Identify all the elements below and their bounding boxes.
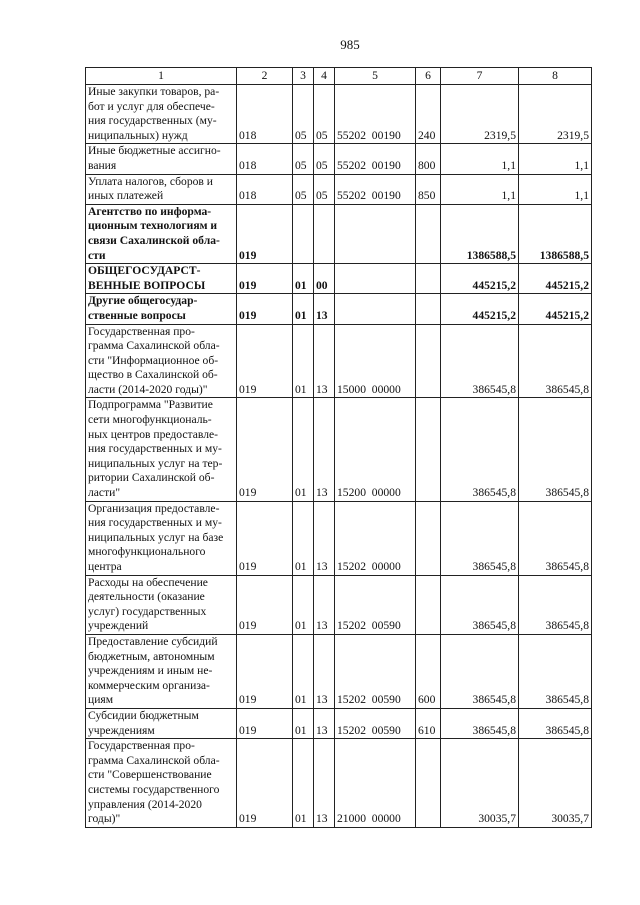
- row-target-article: 15202 00000: [335, 501, 416, 575]
- table-row: [86, 501, 592, 575]
- row-amount-2: 386545,8: [519, 634, 592, 708]
- table-row: [86, 144, 592, 174]
- row-amount-1: 2319,5: [441, 85, 519, 144]
- row-name-line: Субсидии бюджетным: [88, 708, 199, 722]
- row-name-line: Государственная про-: [88, 324, 195, 338]
- table-row: [86, 324, 592, 398]
- row-target-article: 15202 00590: [335, 575, 416, 634]
- table-row: [86, 739, 592, 828]
- table-row: [86, 264, 592, 294]
- row-section: 01: [293, 575, 314, 634]
- row-name-line: Подпрограмма "Развитие: [88, 398, 213, 412]
- row-name-line: системы государственного: [88, 782, 220, 796]
- row-subsection: 13: [314, 634, 335, 708]
- row-amount-2: 1,1: [519, 144, 592, 174]
- column-header: 4: [314, 68, 335, 85]
- row-name-line: сти "Совершенствование: [88, 768, 212, 782]
- row-grbs: 019: [237, 575, 293, 634]
- row-name-line: щество в Сахалинской об-: [88, 368, 218, 382]
- row-amount-1: 1,1: [441, 144, 519, 174]
- row-expense-type: 600: [416, 634, 441, 708]
- row-subsection: 00: [314, 264, 335, 294]
- row-name-line: сти: [88, 248, 106, 262]
- row-expense-type: [416, 324, 441, 398]
- table-row: [86, 174, 592, 204]
- row-amount-2: 386545,8: [519, 708, 592, 738]
- row-name-line: ния государственных и му-: [88, 442, 222, 456]
- table-row: [86, 294, 592, 324]
- row-subsection: 13: [314, 294, 335, 324]
- row-name: [86, 708, 237, 738]
- row-amount-1: 386545,8: [441, 501, 519, 575]
- row-amount-1: 1386588,5: [441, 204, 519, 263]
- row-name-line: Предоставление субсидий: [88, 634, 218, 648]
- row-name-line: Расходы на обеспечение: [88, 575, 208, 589]
- budget-table: [85, 67, 592, 828]
- column-header: 1: [86, 68, 237, 85]
- row-name-line: коммерческим организа-: [88, 678, 210, 692]
- row-name-line: учреждениям: [88, 723, 155, 737]
- row-name-line: многофункционального: [88, 545, 206, 559]
- row-target-article: 55202 00190: [335, 174, 416, 204]
- row-subsection: 05: [314, 144, 335, 174]
- row-name: [86, 204, 237, 263]
- row-name: [86, 85, 237, 144]
- row-amount-1: 445215,2: [441, 294, 519, 324]
- row-grbs: 019: [237, 739, 293, 828]
- row-name: [86, 739, 237, 828]
- table-row: [86, 634, 592, 708]
- row-name-line: грамма Сахалинской обла-: [88, 339, 220, 353]
- row-section: 01: [293, 739, 314, 828]
- row-amount-1: 445215,2: [441, 264, 519, 294]
- row-section: 05: [293, 174, 314, 204]
- row-name-line: годы)": [88, 812, 121, 826]
- row-name-line: управления (2014-2020: [88, 797, 202, 811]
- row-section: 01: [293, 264, 314, 294]
- row-name-line: Организация предоставле-: [88, 501, 220, 515]
- row-name-line: центра: [88, 560, 122, 573]
- row-grbs: 019: [237, 708, 293, 738]
- row-name: [86, 174, 237, 204]
- row-target-article: 15200 00000: [335, 398, 416, 501]
- row-grbs: 018: [237, 144, 293, 174]
- row-amount-2: 386545,8: [519, 575, 592, 634]
- row-section: 05: [293, 85, 314, 144]
- row-amount-2: 386545,8: [519, 324, 592, 398]
- row-subsection: 13: [314, 324, 335, 398]
- row-grbs: 019: [237, 398, 293, 501]
- row-section: 01: [293, 324, 314, 398]
- row-name-line: учреждениям и иным не-: [88, 664, 213, 678]
- row-subsection: 05: [314, 85, 335, 144]
- row-expense-type: [416, 204, 441, 263]
- column-header: 8: [519, 68, 592, 85]
- row-name: [86, 398, 237, 501]
- row-amount-2: 445215,2: [519, 294, 592, 324]
- row-grbs: 019: [237, 634, 293, 708]
- row-subsection: 13: [314, 575, 335, 634]
- row-grbs: 019: [237, 294, 293, 324]
- row-name-line: деятельности (оказание: [88, 590, 205, 604]
- row-target-article: [335, 294, 416, 324]
- row-grbs: 018: [237, 174, 293, 204]
- row-target-article: 15202 00590: [335, 708, 416, 738]
- row-amount-2: 386545,8: [519, 501, 592, 575]
- row-name-line: ритории Сахалинской об-: [88, 471, 215, 485]
- row-amount-1: 386545,8: [441, 708, 519, 738]
- table-row: [86, 398, 592, 501]
- row-grbs: 019: [237, 204, 293, 263]
- row-target-article: [335, 204, 416, 263]
- row-amount-2: 1386588,5: [519, 204, 592, 263]
- row-name-line: бот и услуг для обеспече-: [88, 99, 215, 113]
- row-expense-type: 800: [416, 144, 441, 174]
- row-expense-type: [416, 739, 441, 828]
- row-target-article: 15202 00590: [335, 634, 416, 708]
- row-name-line: ния государственных (му-: [88, 114, 217, 128]
- row-name-line: ВЕННЫЕ ВОПРОСЫ: [88, 278, 206, 292]
- row-name: [86, 144, 237, 174]
- row-name: [86, 294, 237, 324]
- row-amount-1: 30035,7: [441, 739, 519, 828]
- row-name-line: ционным технологиям и: [88, 219, 218, 233]
- row-expense-type: [416, 264, 441, 294]
- row-name-line: ниципальных услуг на тер-: [88, 456, 223, 470]
- row-subsection: [314, 204, 335, 263]
- row-section: 01: [293, 294, 314, 324]
- row-name-line: услуг) государственных: [88, 604, 207, 618]
- row-name-line: ласти": [88, 486, 121, 500]
- column-header: 7: [441, 68, 519, 85]
- row-target-article: 21000 00000: [335, 739, 416, 828]
- row-name: [86, 634, 237, 708]
- row-name-line: вания: [88, 158, 117, 172]
- row-target-article: 15000 00000: [335, 324, 416, 398]
- row-name-line: ния государственных и му-: [88, 516, 222, 530]
- row-name-line: связи Сахалинской обла-: [88, 233, 220, 247]
- row-target-article: [335, 264, 416, 294]
- row-amount-2: 1,1: [519, 174, 592, 204]
- row-name-line: Агентство по информа-: [88, 204, 212, 218]
- row-name: [86, 501, 237, 575]
- table-row: [86, 575, 592, 634]
- row-amount-2: 386545,8: [519, 398, 592, 501]
- row-name-line: сети многофункциональ-: [88, 413, 212, 427]
- row-amount-2: 30035,7: [519, 739, 592, 828]
- row-expense-type: [416, 501, 441, 575]
- row-grbs: 019: [237, 501, 293, 575]
- row-target-article: 55202 00190: [335, 144, 416, 174]
- row-expense-type: 610: [416, 708, 441, 738]
- row-name-line: иных платежей: [88, 189, 164, 203]
- row-name: [86, 575, 237, 634]
- row-name-line: учреждений: [88, 619, 149, 633]
- row-subsection: 05: [314, 174, 335, 204]
- row-amount-1: 1,1: [441, 174, 519, 204]
- row-target-article: 55202 00190: [335, 85, 416, 144]
- row-name-line: ниципальных) нужд: [88, 128, 188, 142]
- row-name-line: бюджетным, автономным: [88, 649, 215, 663]
- row-section: 01: [293, 708, 314, 738]
- row-section: [293, 204, 314, 263]
- row-name-line: ственные вопросы: [88, 308, 186, 322]
- row-section: 01: [293, 398, 314, 501]
- column-header: 6: [416, 68, 441, 85]
- column-header: 5: [335, 68, 416, 85]
- row-amount-1: 386545,8: [441, 398, 519, 501]
- row-amount-1: 386545,8: [441, 575, 519, 634]
- row-name-line: грамма Сахалинской обла-: [88, 753, 220, 767]
- row-name-line: ниципальных услуг на базе: [88, 530, 224, 544]
- row-amount-2: 445215,2: [519, 264, 592, 294]
- row-expense-type: [416, 294, 441, 324]
- row-section: 01: [293, 501, 314, 575]
- row-subsection: 13: [314, 739, 335, 828]
- row-name-line: Иные закупки товаров, ра-: [88, 85, 220, 98]
- row-expense-type: [416, 398, 441, 501]
- row-subsection: 13: [314, 398, 335, 501]
- row-section: 05: [293, 144, 314, 174]
- table-row: [86, 204, 592, 263]
- row-name: [86, 324, 237, 398]
- table-row: [86, 708, 592, 738]
- row-name-line: сти "Информационное об-: [88, 353, 219, 367]
- row-amount-2: 2319,5: [519, 85, 592, 144]
- row-subsection: 13: [314, 501, 335, 575]
- row-name-line: ОБЩЕГОСУДАРСТ-: [88, 264, 201, 278]
- row-amount-1: 386545,8: [441, 634, 519, 708]
- row-name-line: ных центров предоставле-: [88, 427, 219, 441]
- row-expense-type: 850: [416, 174, 441, 204]
- table-row: [86, 85, 592, 144]
- row-name: [86, 264, 237, 294]
- column-header: 2: [237, 68, 293, 85]
- row-subsection: 13: [314, 708, 335, 738]
- row-name-line: Другие общегосудар-: [88, 294, 198, 308]
- table-body: [86, 85, 592, 828]
- row-grbs: 019: [237, 324, 293, 398]
- row-expense-type: [416, 575, 441, 634]
- row-expense-type: 240: [416, 85, 441, 144]
- header-row: [86, 68, 592, 85]
- row-amount-1: 386545,8: [441, 324, 519, 398]
- row-name-line: Иные бюджетные ассигно-: [88, 144, 221, 158]
- row-name-line: Государственная про-: [88, 739, 195, 753]
- row-section: 01: [293, 634, 314, 708]
- row-name-line: циям: [88, 693, 114, 707]
- page-number: 985: [340, 37, 360, 52]
- row-name-line: Уплата налогов, сборов и: [88, 174, 214, 188]
- column-header: 3: [293, 68, 314, 85]
- row-name-line: ласти (2014-2020 годы)": [88, 382, 208, 396]
- row-grbs: 018: [237, 85, 293, 144]
- row-grbs: 019: [237, 264, 293, 294]
